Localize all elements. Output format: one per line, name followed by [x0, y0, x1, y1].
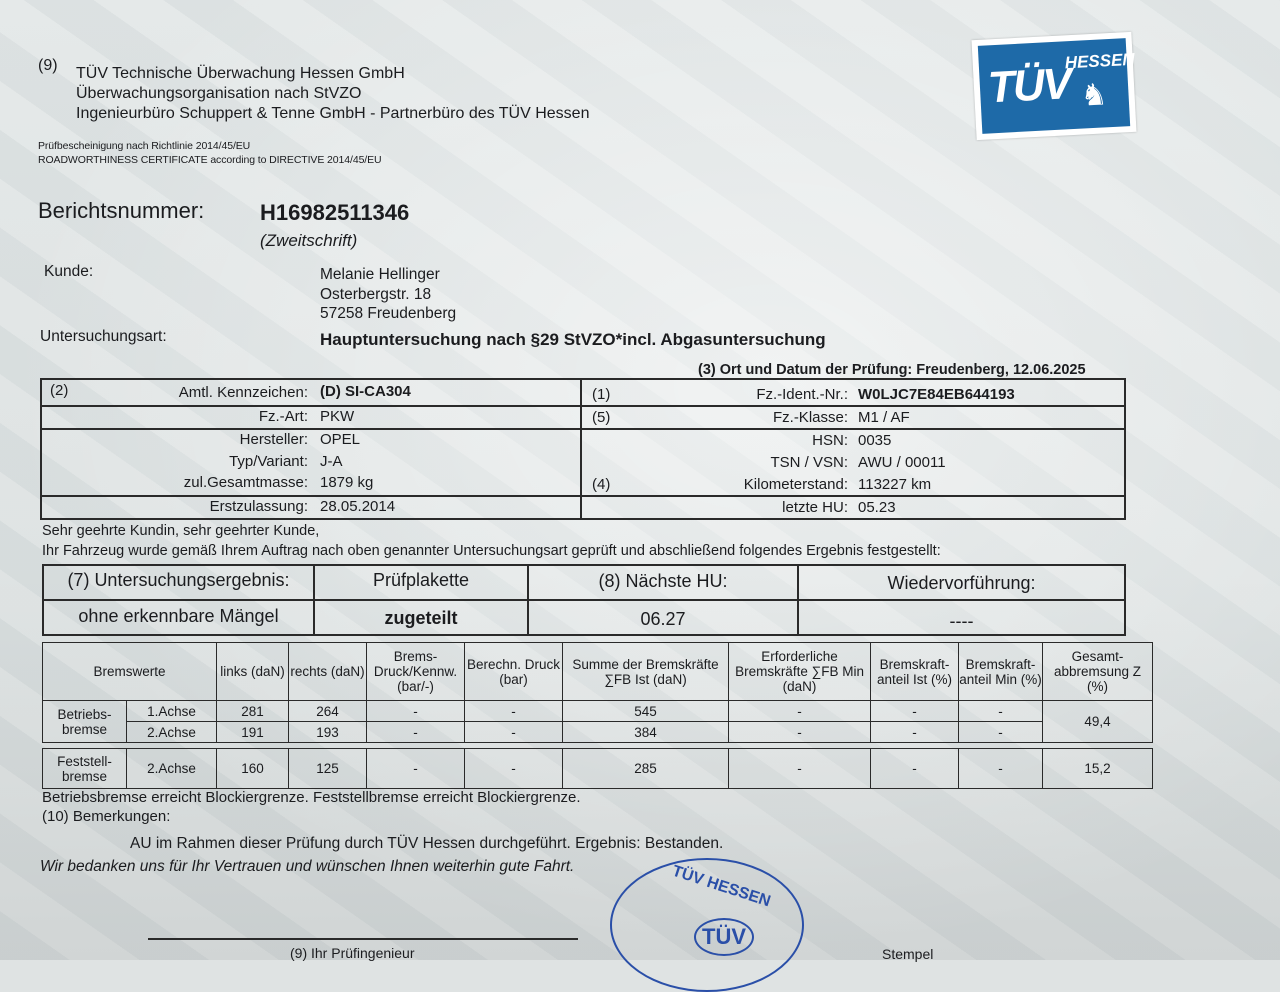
sum-force-cell: 545 — [563, 701, 729, 722]
calc-pressure-cell: - — [465, 701, 563, 722]
mass-value: 1879 kg — [320, 474, 374, 491]
brake-header-cell: Gesamt- abbremsung Z (%) — [1043, 643, 1153, 701]
customer-city: 57258 Freudenberg — [320, 305, 457, 322]
stamp-label: Stempel — [882, 946, 934, 962]
variant-label: Typ/Variant: — [229, 453, 308, 470]
required-force-cell: - — [729, 749, 871, 789]
header-line-3: Ingenieurbüro Schuppert & Tenne GmbH - Partnerbüro des TÜV Hessen — [76, 105, 590, 122]
header-number: (9) — [38, 57, 58, 74]
brake-header-cell: Erforderliche Bremskräfte ∑FB Min (daN) — [729, 643, 871, 701]
class-value: M1 / AF — [858, 409, 910, 426]
vehicle-field-number-4: (4) — [592, 476, 611, 493]
signature-line — [148, 938, 578, 940]
customer-label: Kunde: — [44, 263, 94, 280]
brake-header-cell: rechts (daN) — [289, 643, 367, 701]
brake-header-cell: Brems- Druck/Kennw. (bar/-) — [367, 643, 465, 701]
left-force-cell: 160 — [217, 749, 289, 789]
make-label: Hersteller: — [239, 431, 308, 448]
required-force-cell: - — [729, 701, 871, 722]
vehicle-box-divider — [580, 379, 582, 519]
vin-label: Fz.-Ident.-Nr.: — [756, 386, 848, 403]
pressure-cell: - — [367, 749, 465, 789]
brake-header-cell: Bremskraft- anteil Ist (%) — [871, 643, 959, 701]
left-force-cell: 191 — [217, 722, 289, 743]
right-force-cell: 125 — [289, 749, 367, 789]
vehicle-field-number-2: (2) — [50, 382, 69, 399]
service-total-cell: 49,4 — [1043, 701, 1153, 743]
brake-service-row — [43, 722, 1153, 743]
result-next-value: 06.27 — [640, 609, 686, 629]
service-brake-label: Betriebs- bremse — [43, 701, 127, 743]
vehicle-type-value: PKW — [320, 408, 355, 425]
brake-service-row — [43, 701, 1153, 722]
tsn-label: TSN / VSN: — [770, 454, 848, 471]
class-label: Fz.-Klasse: — [772, 409, 848, 426]
km-label: Kilometerstand: — [743, 476, 848, 493]
share-min-cell: - — [959, 722, 1043, 743]
brake-park-row — [43, 749, 1153, 789]
result-header-reinspection: Wiedervorführung: — [887, 573, 1036, 593]
sum-force-cell: 285 — [563, 749, 729, 789]
vehicle-row-line-3 — [41, 495, 1125, 497]
stamp-inner-text: TÜV — [694, 918, 754, 956]
mass-label: zul.Gesamtmasse: — [183, 474, 308, 491]
right-force-cell: 264 — [289, 701, 367, 722]
result-row-line — [43, 599, 1125, 601]
result-outcome-value: ohne erkennbare Mängel — [78, 606, 279, 626]
park-total-cell: 15,2 — [1043, 749, 1153, 789]
share-min-cell: - — [959, 749, 1043, 789]
certificate-line-en: ROADWORTHINESS CERTIFICATE according to DIRECTIVE 2014/45/EU — [38, 154, 382, 166]
report-number: H16982511346 — [260, 200, 410, 225]
registration-label: Erstzulassung: — [209, 498, 308, 515]
share-actual-cell: - — [871, 722, 959, 743]
share-min-cell: - — [959, 701, 1043, 722]
last-inspection-label: letzte HU: — [782, 499, 848, 516]
header-line-1: TÜV Technische Überwachung Hessen GmbH — [76, 65, 405, 82]
logo-hessen-text: HESSEN — [1064, 49, 1136, 73]
header-line-2: Überwachungsorganisation nach StVZO — [76, 85, 362, 102]
greeting-line-1: Sehr geehrte Kundin, sehr geehrter Kunde, — [42, 523, 320, 539]
axle-cell: 2.Achse — [127, 749, 217, 789]
brake-header-cell: Summe der Bremskräfte ∑FB Ist (daN) — [563, 643, 729, 701]
right-force-cell: 193 — [289, 722, 367, 743]
brake-values-table — [42, 642, 1153, 789]
brake-header-cell: Bremskraft- anteil Min (%) — [959, 643, 1043, 701]
thanks-text: Wir bedanken uns für Ihr Vertrauen und wünschen Ihnen weiterhin gute Fahrt. — [40, 858, 575, 875]
required-force-cell: - — [729, 722, 871, 743]
share-actual-cell: - — [871, 749, 959, 789]
vehicle-row-line-2 — [41, 428, 1125, 430]
brake-summary: Betriebsbremse erreicht Blockiergrenze. Feststellbremse erreicht Blockiergrenze. — [42, 789, 581, 806]
registration-value: 28.05.2014 — [320, 498, 396, 515]
vehicle-field-number-1: (1) — [592, 386, 611, 403]
stamp-text: TÜV HESSEN — [670, 862, 773, 911]
vin-value: W0LJC7E84EB644193 — [858, 386, 1015, 403]
logo-tuv-text: TÜV — [986, 59, 1072, 113]
make-value: OPEL — [320, 431, 361, 448]
parking-brake-label: Feststell- bremse — [43, 749, 127, 789]
brake-header-cell: links (daN) — [217, 643, 289, 701]
hessen-lion-icon: ♞ — [1079, 78, 1109, 113]
vehicle-row-line-1 — [41, 405, 1125, 407]
remarks-label: (10) Bemerkungen: — [42, 808, 171, 825]
result-header-outcome: (7) Untersuchungsergebnis: — [67, 570, 290, 590]
customer-street: Osterbergstr. 18 — [320, 286, 432, 303]
vehicle-type-label: Fz.-Art: — [258, 408, 308, 425]
axle-cell: 2.Achse — [127, 722, 217, 743]
result-reinspection-value: ---- — [949, 611, 974, 631]
share-actual-cell: - — [871, 701, 959, 722]
brake-header-row — [43, 643, 1153, 701]
calc-pressure-cell: - — [465, 749, 563, 789]
greeting-line-2: Ihr Fahrzeug wurde gemäß Ihrem Auftrag nach oben genannter Untersuchungsart geprüft und abschließend folgendes Ergebnis festgestellt: — [42, 543, 941, 559]
last-inspection-value: 05.23 — [858, 499, 896, 516]
certificate-line-de: Prüfbescheinigung nach Richtlinie 2014/45/EU — [38, 140, 251, 152]
report-copy-note: (Zweitschrift) — [260, 231, 358, 250]
km-value: 113227 km — [858, 476, 932, 493]
hsn-label: HSN: — [812, 432, 848, 449]
sum-force-cell: 384 — [563, 722, 729, 743]
axle-cell: 1.Achse — [127, 701, 217, 722]
report-label: Berichtsnummer: — [38, 198, 205, 223]
result-header-next: (8) Nächste HU: — [598, 571, 728, 591]
exam-label: Untersuchungsart: — [40, 328, 167, 345]
official-stamp — [610, 858, 804, 992]
vehicle-field-number-5: (5) — [592, 409, 611, 426]
exam-type: Hauptuntersuchung nach §29 StVZO*incl. Abgasuntersuchung — [320, 330, 826, 349]
tsn-value: AWU / 00011 — [858, 454, 946, 471]
plate-label: Amtl. Kennzeichen: — [178, 384, 308, 401]
plate-value: (D) SI-CA304 — [320, 383, 411, 400]
result-header-sticker: Prüfplakette — [372, 570, 470, 590]
left-force-cell: 281 — [217, 701, 289, 722]
engineer-label: (9) Ihr Prüfingenieur — [290, 945, 415, 961]
exam-place-date: (3) Ort und Datum der Prüfung: Freudenberg, 12.06.2025 — [698, 362, 1086, 378]
remark-text: AU im Rahmen dieser Prüfung durch TÜV Hessen durchgeführt. Ergebnis: Bestanden. — [130, 835, 724, 852]
calc-pressure-cell: - — [465, 722, 563, 743]
brake-header-cell: Bremswerte — [43, 643, 217, 701]
customer-name: Melanie Hellinger — [320, 266, 440, 283]
pressure-cell: - — [367, 722, 465, 743]
hsn-value: 0035 — [858, 432, 892, 449]
variant-value: J-A — [320, 453, 343, 470]
result-sticker-value: zugeteilt — [384, 608, 458, 628]
pressure-cell: - — [367, 701, 465, 722]
tuv-hessen-logo — [971, 32, 1136, 140]
brake-header-cell: Berechn. Druck (bar) — [465, 643, 563, 701]
